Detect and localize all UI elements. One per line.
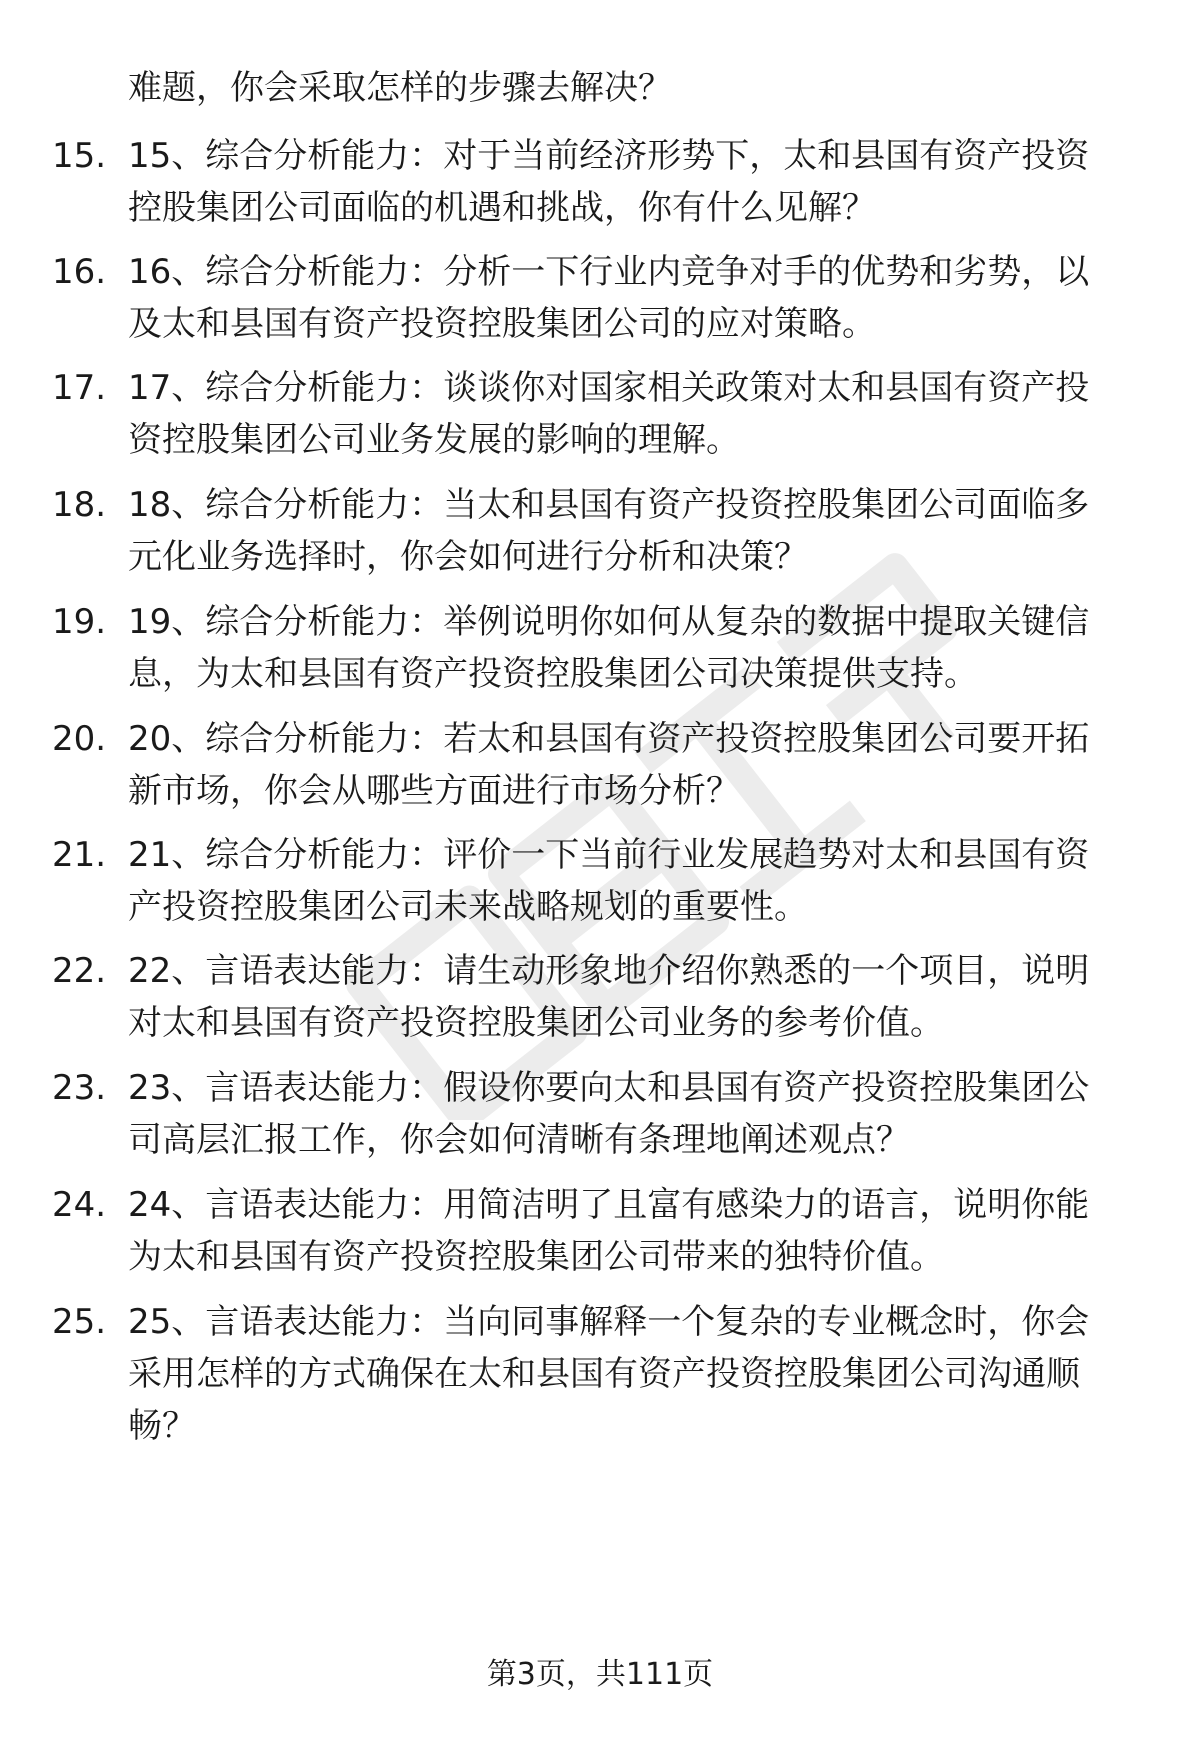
item-line: 20、综合分析能力：若太和县国有资产投资控股集团公司要开拓 xyxy=(128,719,1090,759)
item-line: 及太和县国有资产投资控股集团公司的应对策略。 xyxy=(128,304,876,344)
item-line: 畅？ xyxy=(128,1406,196,1446)
item-line: 24、言语表达能力：用简洁明了且富有感染力的语言，说明你能 xyxy=(128,1185,1090,1225)
item-line: 产投资控股集团公司未来战略规划的重要性。 xyxy=(128,887,808,927)
item-number: 15. xyxy=(52,136,107,176)
item-line: 25、言语表达能力：当向同事解释一个复杂的专业概念时，你会 xyxy=(128,1302,1090,1342)
item-number: 17. xyxy=(52,368,107,408)
item-line: 19、综合分析能力：举例说明你如何从复杂的数据中提取关键信 xyxy=(128,602,1090,642)
item-line: 23、言语表达能力：假设你要向太和县国有资产投资控股集团公 xyxy=(128,1068,1090,1108)
item-line: 15、综合分析能力：对于当前经济形势下，太和县国有资产投资 xyxy=(128,136,1090,176)
item-text xyxy=(128,362,1148,466)
item-text xyxy=(128,130,1148,234)
item-text xyxy=(128,829,1148,933)
item-text xyxy=(128,596,1148,700)
item-text xyxy=(128,1179,1148,1283)
item-number: 18. xyxy=(52,485,107,525)
item-line: 资控股集团公司业务发展的影响的理解。 xyxy=(128,420,740,460)
item-number: 21. xyxy=(52,835,107,875)
item-text xyxy=(128,713,1148,817)
item-text xyxy=(128,246,1148,350)
item-line: 16、综合分析能力：分析一下行业内竞争对手的优势和劣势，以 xyxy=(128,252,1090,292)
item-number: 20. xyxy=(52,719,107,759)
item-line: 22、言语表达能力：请生动形象地介绍你熟悉的一个项目，说明 xyxy=(128,951,1090,991)
item-line: 司高层汇报工作，你会如何清晰有条理地阐述观点？ xyxy=(128,1120,910,1160)
item-text xyxy=(128,1296,1148,1452)
item-number: 24. xyxy=(52,1185,107,1225)
item-text xyxy=(128,945,1148,1049)
item-line: 采用怎样的方式确保在太和县国有资产投资控股集团公司沟通顺 xyxy=(128,1354,1080,1394)
item-number: 23. xyxy=(52,1068,107,1108)
item-number: 19. xyxy=(52,602,107,642)
item-line: 控股集团公司面临的机遇和挑战，你有什么见解？ xyxy=(128,188,876,228)
item-number: 22. xyxy=(52,951,107,991)
item-line: 息，为太和县国有资产投资控股集团公司决策提供支持。 xyxy=(128,654,978,694)
item-text xyxy=(128,1062,1148,1166)
item-line: 对太和县国有资产投资控股集团公司业务的参考价值。 xyxy=(128,1003,944,1043)
item-number: 16. xyxy=(52,252,107,292)
item-line: 新市场，你会从哪些方面进行市场分析？ xyxy=(128,771,740,811)
item-line: 为太和县国有资产投资控股集团公司带来的独特价值。 xyxy=(128,1237,944,1277)
item-text xyxy=(128,479,1148,583)
item-line: 17、综合分析能力：谈谈你对国家相关政策对太和县国有资产投 xyxy=(128,368,1090,408)
item-line: 元化业务选择时，你会如何进行分析和决策？ xyxy=(128,537,808,577)
item-line: 21、综合分析能力：评价一下当前行业发展趋势对太和县国有资 xyxy=(128,835,1090,875)
page-footer: 第3页，共111页 xyxy=(486,1657,714,1692)
continuation-text: 难题，你会采取怎样的步骤去解决？ xyxy=(128,68,672,108)
item-number: 25. xyxy=(52,1302,107,1342)
item-line: 18、综合分析能力：当太和县国有资产投资控股集团公司面临多 xyxy=(128,485,1090,525)
